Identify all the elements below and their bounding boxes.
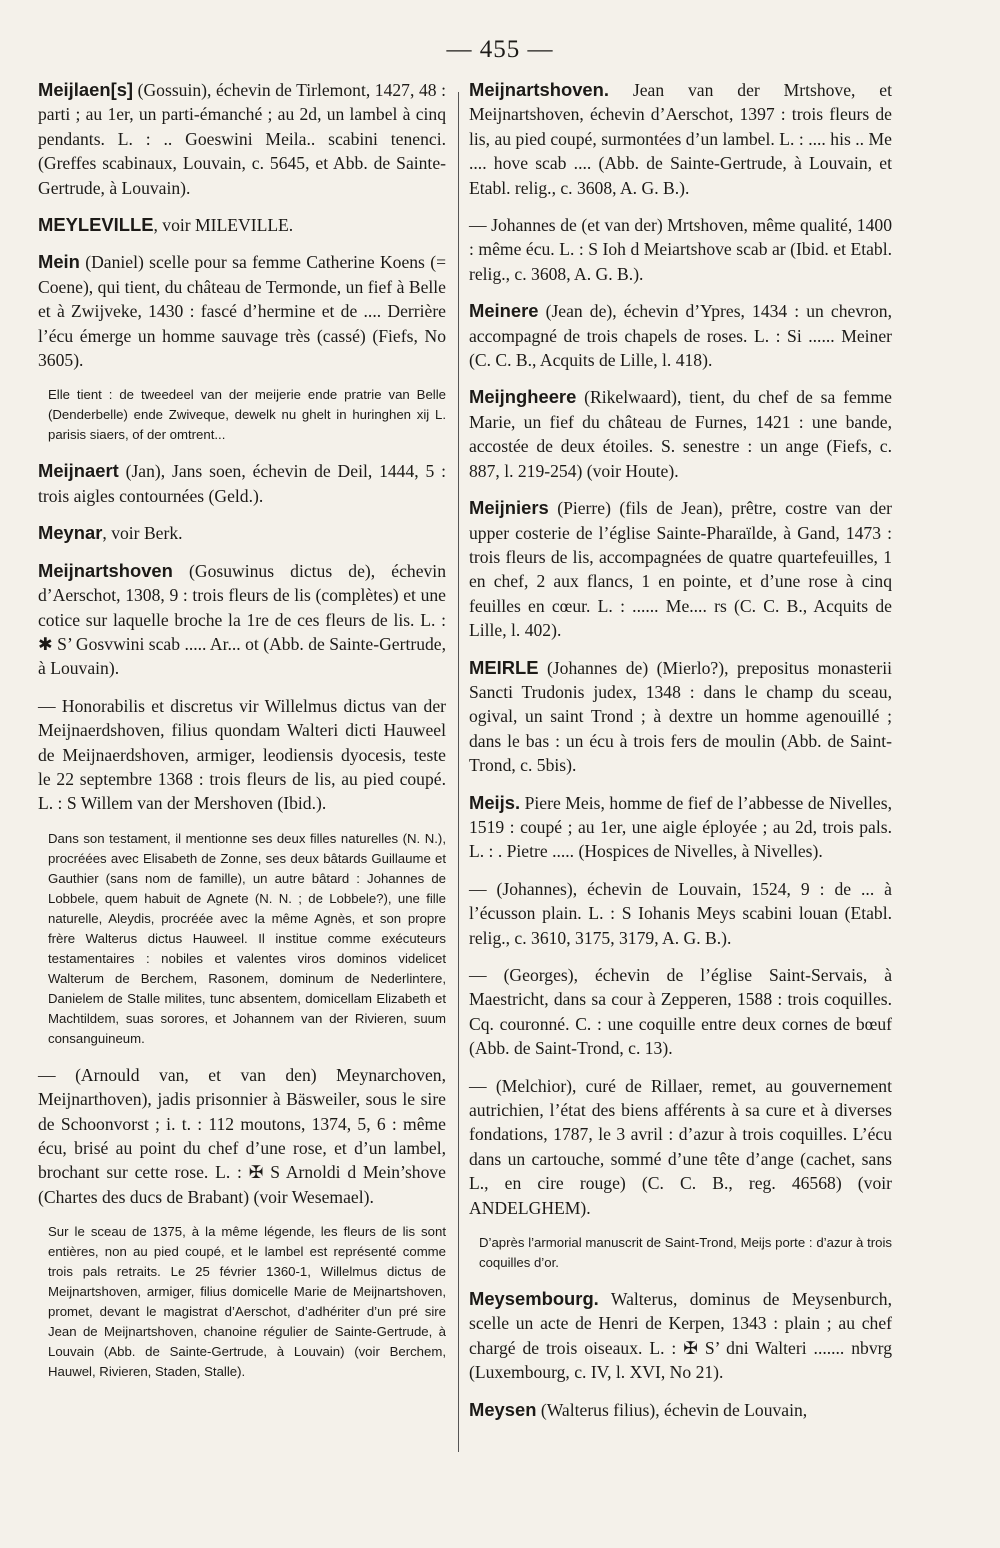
entry-text: (Gossuin), échevin de Tirlemont, 1427, 48 : parti ; au 1er, un parti-émanché ; au 2d, un lambel à cinq pendants. L. : .. Goeswini Meila.. scabini tenenci. (Greffes scabinaux, Louvain, c. 5645, et Abb. de Sainte-Gertrude, à Louvain). [38,80,446,198]
entry [469,496,892,642]
entry-text: Piere Meis, homme de fief de l’abbesse de Nivelles, 1519 : coupé ; au 1er, une aigle éployée ; au 2d, trois pals. L. : . Pietre ..... (Hospices de Nivelles, à Nivelles). [469,792,892,862]
entry [469,1287,892,1385]
headword: Meijniers [469,497,549,519]
entry [38,250,446,372]
entry-text: (Johannes de) (Mierlo?), prepositus monasterii Sancti Trudonis judex, 1348 : dans le champ du sceau, ogival, un saint Trond ; à dextre un homme agenouillé ; dans le bas : un écu à trois fers de moulin (Abb. de Saint-Trond, c. 5bis). [469,657,892,776]
entry-text: — Honorabilis et discretus vir Willelmus dictus van der Meijnaerdshoven, filius quondam Walteri dicti Hauweel de Meijnaerdshoven, armiger, leodiensis dyocesis, teste le 22 septembre 1368 : trois fleurs de lis, au pied coupé. L. : S Willem van der Mershoven (Ibid.). [38,695,446,814]
right-column [469,78,892,1435]
headword: Meijngheere [469,386,577,408]
entry-text: — (Melchior), curé de Rillaer, remet, au gouvernement autrichien, l’état des biens afférents à sa cure et à diverses fondations, 1787, le 3 avril : d’azur à trois coquilles. L’écu dans un cartouche, sommé d’une tête d’ange (cachet, sans L., en cire rouge) (C. C. B., reg. 46568) (voir ANDELGHEM). [469,1075,892,1218]
entry-text: (Daniel) scelle pour sa femme Catherine Koens (= Coene), qui tient, du château de Termonde, un fief à Belle et à Zwijveke, 1430 : fascé d’hermine et de .... Derrière l’écu émerge un homme sauvage très (cassé) (Fiefs, No 3605). [38,252,446,371]
entry [38,459,446,508]
entry-text: (Jan), Jans soen, échevin de Deil, 1444, 5 : trois aigles contournées (Geld.). [38,461,446,506]
headword: Meijnaert [38,460,119,482]
entry [38,1063,446,1209]
entry-text: — (Georges), échevin de l’église Saint-Servais, à Maestricht, dans sa cour à Zepperen, 1588 : trois coquilles. Cq. couronné. C. : une coquille entre deux cornes de bœuf (Abb. de Saint-Trond, c. 13). [469,965,892,1059]
headword: Meysembourg. [469,1288,599,1310]
entry-text: (Walterus filius), échevin de Louvain, [536,1399,808,1420]
entry-text: , voir Berk. [102,523,183,544]
left-column [38,78,446,1396]
page-number: — 455 — [446,36,554,63]
headword: MEIRLE [469,656,539,678]
headword: Mein [38,251,80,273]
entry-text: , voir MILEVILLE. [153,215,294,236]
entry [469,1398,892,1422]
headword: MEYLEVILLE [38,214,154,236]
entry [469,213,892,286]
entry-text: (Pierre) (fils de Jean), prêtre, costre van der upper costerie de l’église Sainte-Pharaïlde, à Gand, 1473 : trois fleurs de lis, accompagnées de quatre quartefeuilles, 1 en chef, 2 aux flancs, 1 en pointe, et d’une rose à cinq feuilles en cœur. L. : ...... Me.... rs (C. C. B., Acquits de Lille, l. 402). [469,498,892,641]
entry [38,78,446,200]
footnote: Elle tient : de tweedeel van der meijerie ende pratrie van Belle (Denderbelle) ende Zwiveque, dewelk nu ghelt in huringhen xij L. parisis siaers, of der omtrent... [48,387,446,443]
entry [38,559,446,681]
entry [38,521,446,545]
entry-text: (Gosuwinus dictus de), échevin d’Aerschot, 1308, 9 : trois fleurs de lis (complètes) et une cotice sur laquelle broche la 1re de ces fleurs de lis. L. : ✱ S’ Gosvwini scab ..... Ar... ot (Abb. de Sainte-Gertrude, à Louvain). [38,560,446,679]
footnote: Sur le sceau de 1375, à la même légende, les fleurs de lis sont entières, non au pied coupé, et le lambel est représenté comme trois pals retraits. Le 25 février 1360-1, Willelmus dictus de Meijnartshoven, armiger, filius domicelle Marie de Meijnartshoven, promet, devant le magistrat d’Aerschot, d’adhériter d’un pré sire Jean de Meijnartshoven, chanoine régulier de Sainte-Gertrude, à Louvain (Abb. de Sainte-Gertrude, à Louvain) (voir Berchem, Hauwel, Rivieren, Staden, Stalle). [48,1224,446,1380]
entry [469,877,892,950]
entry-text: (Jean de), échevin d’Ypres, 1434 : un chevron, accompagné de trois chapels de roses. L. : Si ...... Meiner (C. C. B., Acquits de Lille, l. 418). [469,301,892,371]
column-divider [458,92,459,1452]
headword: Meijlaen[s] [38,79,134,100]
entry [38,694,446,816]
entry [469,78,892,200]
headword: Meijnartshoven [38,559,173,581]
headword: Meijs. [469,791,521,813]
entry [469,656,892,778]
entry-text: — Johannes de (et van der) Mrtshoven, même qualité, 1400 : même écu. L. : S Ioh d Meiartshove scab ar (Ibid. et Etabl. relig., c. 3608, A. G. B.). [469,215,892,284]
headword: Meijnartshoven. [469,79,610,100]
entry-text: Jean van der Mrtshove, et Meijnartshoven, échevin d’Aerschot, 1397 : trois fleurs de lis, au pied coupé, surmontées d’un lambel. L. : .... his .. Me .... hove scab .... (Abb. de Sainte-Gertrude, à Louvain, et Etabl. relig., c. 3608, A. G. B.). [469,80,892,198]
footnote: Dans son testament, il mentionne ses deux filles naturelles (N. N.), procréées avec Elisabeth de Zonne, ses deux bâtards Guillaume et Gauthier (sans nom de famille), un autre bâtard : Johannes de Lobbele, quem habuit de Agnete (N. N. ; de Lobbele?), une fille naturelle, Aleydis, procréée avec la même Agnès, et son propre frère Walterus dictus Hauweel. Il institue comme exécuteurs testamentaires : nobiles et valentes viros dominos videlicet Walterum de Berchem, Rasonem, dominum de Nederlintere, Danielem de Stalle milites, tunc absentem, domicellam Elizabeth et Machtildem, suas sorores, et Johannem van der Rivieren, suum consanguineum. [48,830,446,1046]
entry [469,385,892,483]
entry-text: — (Arnould van, et van den) Meynarchoven, Meijnarthoven), jadis prisonnier à Bäsweiler, sous le sire de Schoonvorst ; i. t. : 112 moutons, 1374, 5, 6 : même écu, brisé au point du chef d’une rose, et d’un lambel, brochant sur cette rose. L. : ✠ S Arnoldi d Mein’shove (Chartes des ducs de Brabant) (voir Wesemael). [38,1064,446,1207]
entry-text: (Rikelwaard), tient, du chef de sa femme Marie, un fief du château de Furnes, 1421 : une bande, accostée de deux étoiles. S. senestre : un ange (Fiefs, c. 887, l. 219-254) (voir Houte). [469,387,892,481]
entry [469,791,892,864]
entry [469,963,892,1061]
headword: Meynar [38,522,103,544]
entry-text: — (Johannes), échevin de Louvain, 1524, 9 : de ... à l’écusson plain. L. : S Iohanis Meys scabini louan (Etabl. relig., c. 3610, 3175, 3179, A. G. B.). [469,878,892,948]
headword: Meinere [469,300,539,322]
entry [469,299,892,372]
entry [38,213,446,237]
entry [469,1074,892,1220]
footnote: D’après l’armorial manuscrit de Saint-Trond, Meijs porte : d’azur à trois coquilles d’or. [479,1235,892,1271]
entry-text: Walterus, dominus de Meysenburch, scelle un acte de Henri de Kerpen, 1343 : plain ; au chef chargé de trois oiseaux. L. : ✠ S’ dni Walteri ....... nbvrg (Luxembourg, c. IV, l. XVI, No 21). [469,1289,892,1383]
headword: Meysen [469,1398,537,1420]
